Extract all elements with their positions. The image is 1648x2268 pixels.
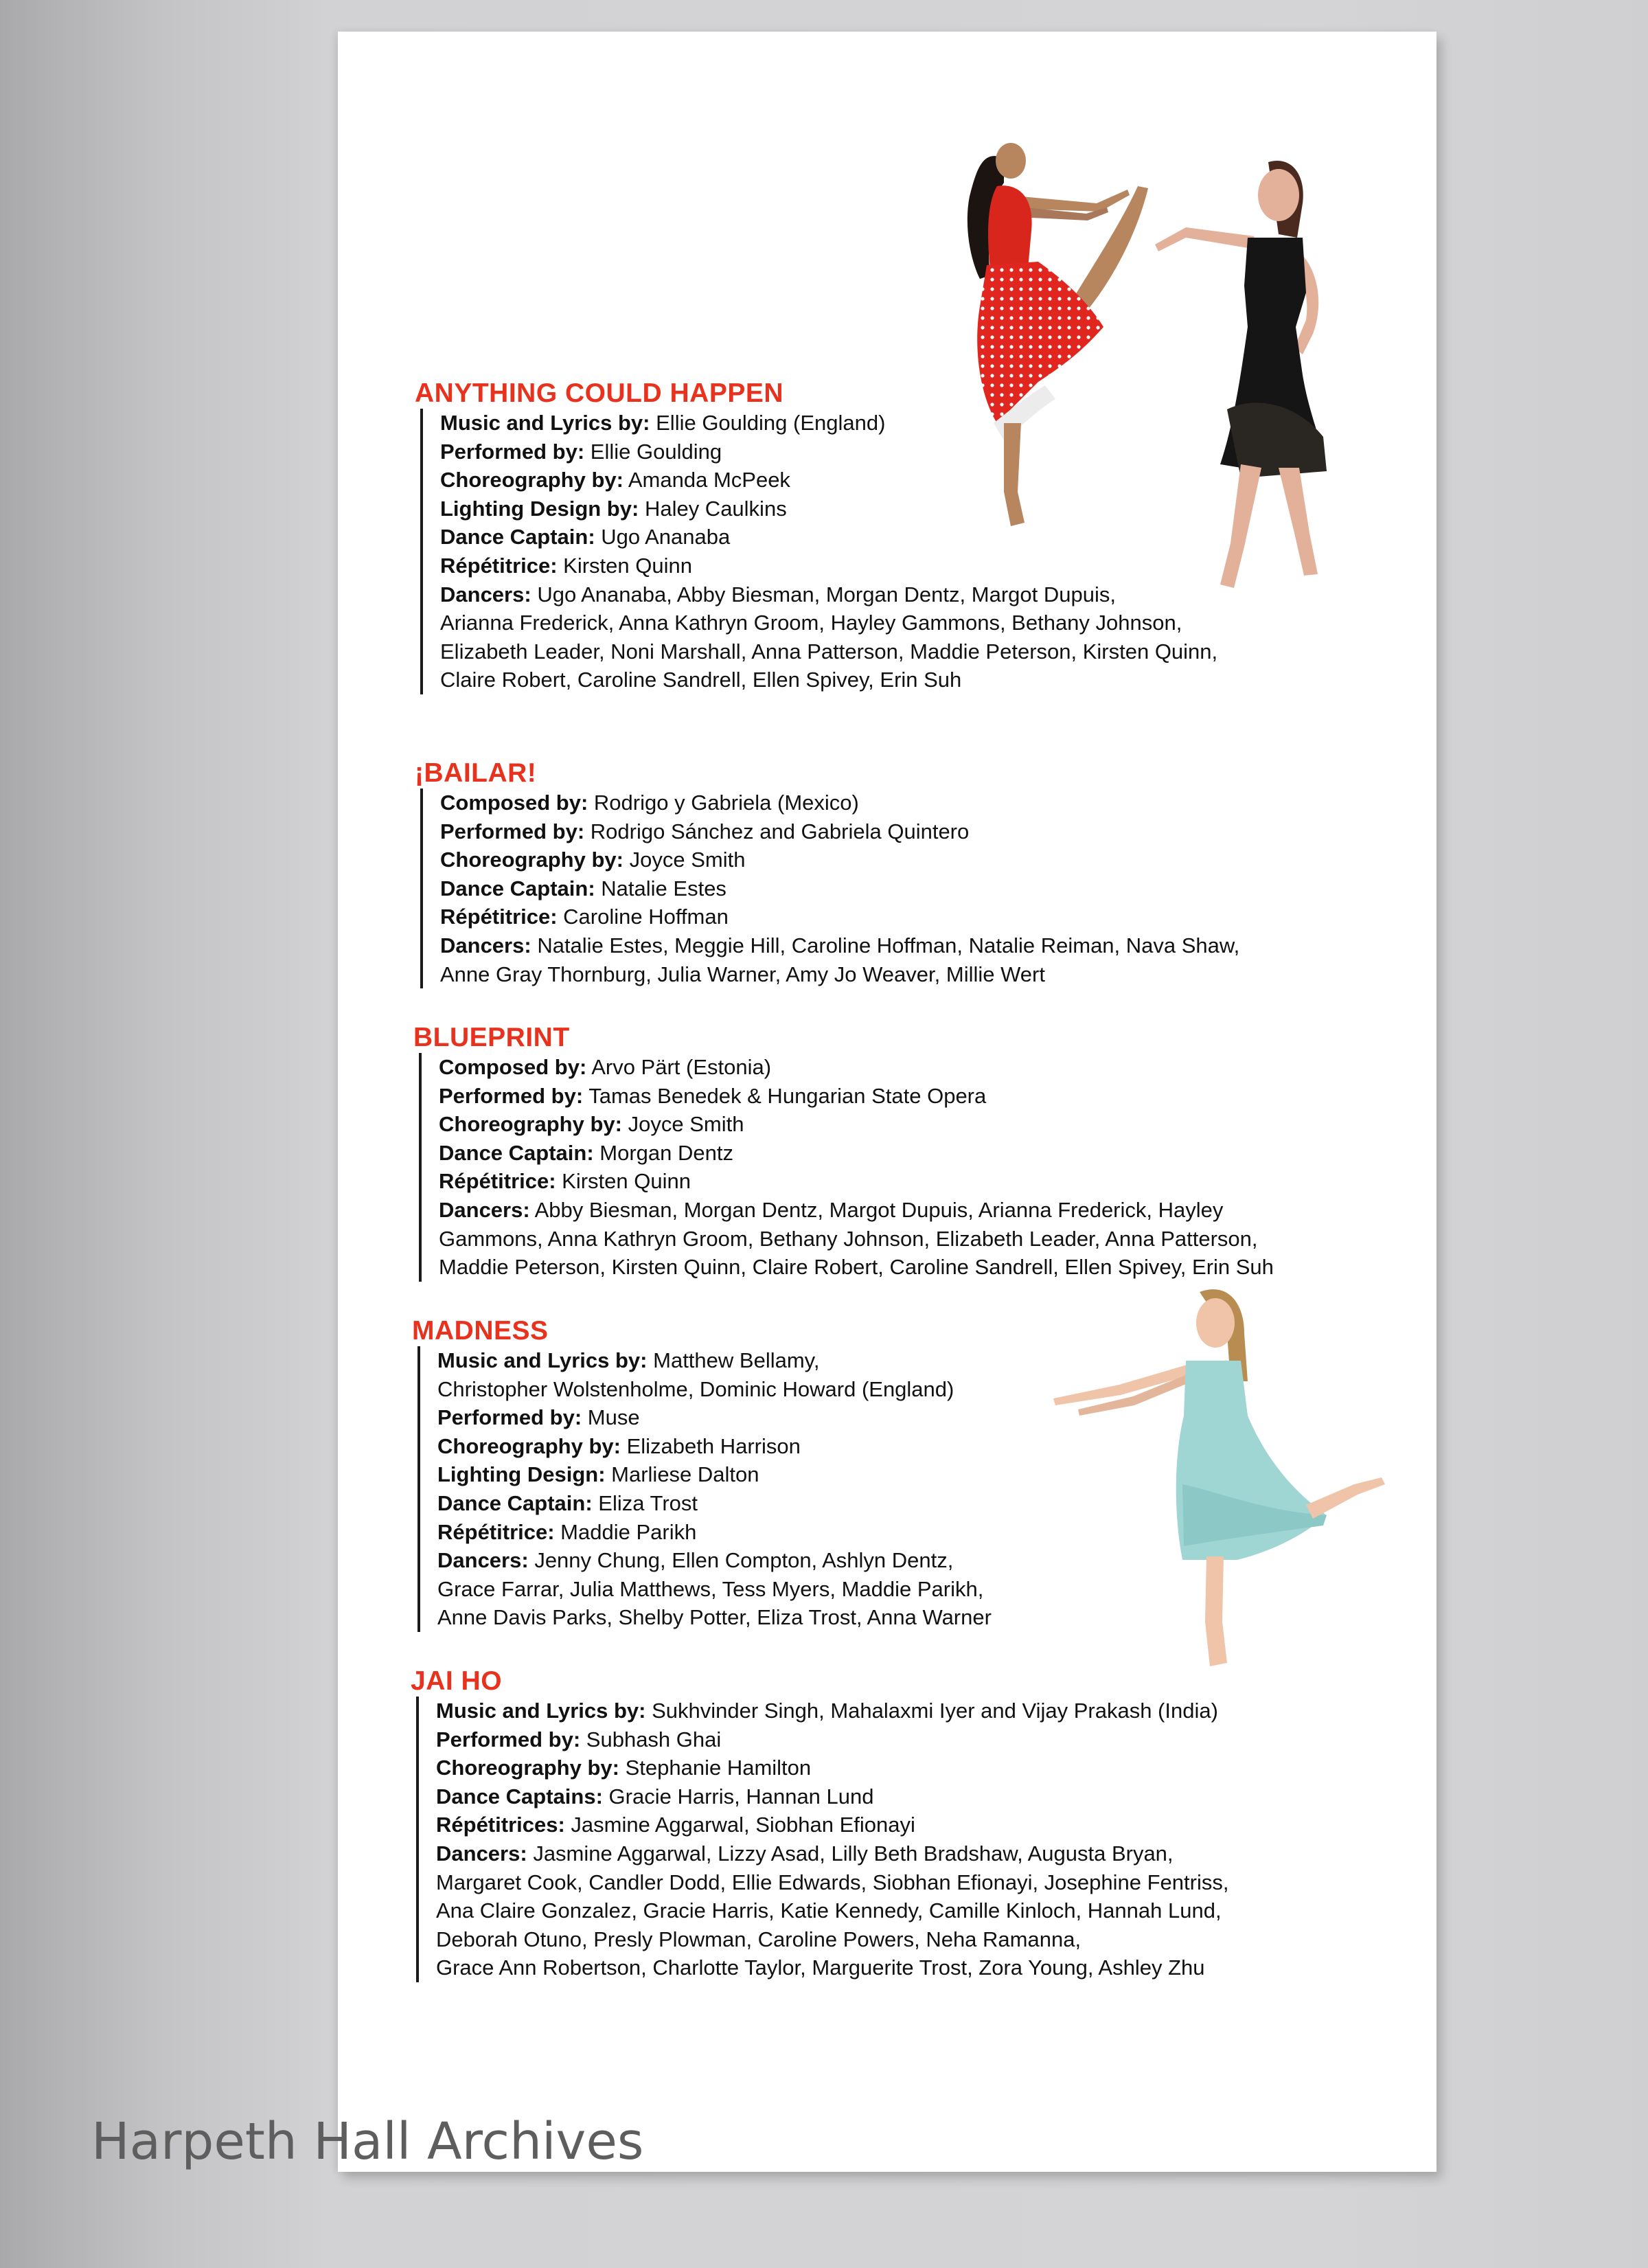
- program-page: [338, 32, 1437, 2172]
- section-title: ¡BAILAR!: [415, 758, 537, 788]
- credit-line: Composed by: Arvo Pärt (Estonia): [439, 1055, 772, 1079]
- section-madness: [412, 1316, 992, 1632]
- credit-line: Performed by: Subhash Ghai: [436, 1727, 722, 1751]
- credit-line: Music and Lyrics by: Ellie Goulding (England): [440, 411, 886, 435]
- credit-line: Maddie Peterson, Kirsten Quinn, Claire Robert, Caroline Sandrell, Ellen Spivey, Erin Suh: [439, 1255, 1274, 1280]
- credit-line: Dance Captains: Gracie Harris, Hannan Lund: [436, 1784, 874, 1808]
- credit-line: Margaret Cook, Candler Dodd, Ellie Edwards, Siobhan Efionayi, Josephine Fentriss,: [436, 1870, 1229, 1894]
- credit-line: Ana Claire Gonzalez, Gracie Harris, Katie Kennedy, Camille Kinloch, Hannah Lund,: [436, 1898, 1222, 1923]
- credit-line: Grace Ann Robertson, Charlotte Taylor, Marguerite Trost, Zora Young, Ashley Zhu: [436, 1955, 1205, 1980]
- credit-line: Dancers: Jasmine Aggarwal, Lizzy Asad, Lilly Beth Bradshaw, Augusta Bryan,: [436, 1841, 1174, 1866]
- credit-line: Répétitrice: Caroline Hoffman: [440, 905, 729, 929]
- credit-line: Dancers: Natalie Estes, Meggie Hill, Caroline Hoffman, Natalie Reiman, Nava Shaw,: [440, 933, 1240, 957]
- credit-line: Performed by: Ellie Goulding: [440, 439, 722, 464]
- section-jai-ho: [411, 1666, 1228, 1982]
- credit-line: Lighting Design by: Haley Caulkins: [440, 496, 787, 521]
- credit-line: Choreography by: Stephanie Hamilton: [436, 1756, 812, 1780]
- credit-line: Dancers: Ugo Ananaba, Abby Biesman, Morgan Dentz, Margot Dupuis,: [440, 582, 1116, 606]
- credit-line: Arianna Frederick, Anna Kathryn Groom, Hayley Gammons, Bethany Johnson,: [440, 611, 1182, 635]
- dancer-photo-blue-dress: [1038, 1278, 1395, 1690]
- credit-line: Composed by: Rodrigo y Gabriela (Mexico): [440, 791, 859, 815]
- credit-line: Claire Robert, Caroline Sandrell, Ellen Spivey, Erin Suh: [440, 668, 962, 692]
- section-title: ANYTHING COULD HAPPEN: [415, 378, 784, 408]
- credit-line: Répétitrices: Jasmine Aggarwal, Siobhan Efionayi: [436, 1813, 915, 1837]
- credit-line: Gammons, Anna Kathryn Groom, Bethany Johnson, Elizabeth Leader, Anna Patterson,: [439, 1226, 1258, 1251]
- credits-block: [420, 789, 1239, 988]
- credit-line: Répétitrice: Kirsten Quinn: [440, 553, 692, 578]
- credit-line: Dance Captain: Morgan Dentz: [439, 1140, 734, 1165]
- credit-line: Choreography by: Amanda McPeek: [440, 468, 790, 492]
- credit-line: Elizabeth Leader, Noni Marshall, Anna Patterson, Maddie Peterson, Kirsten Quinn,: [440, 639, 1218, 664]
- section-title: MADNESS: [412, 1316, 549, 1346]
- credit-line: Choreography by: Joyce Smith: [439, 1112, 744, 1137]
- credit-line: Deborah Otuno, Presly Plowman, Caroline Powers, Neha Ramanna,: [436, 1927, 1082, 1951]
- credit-line: Lighting Design: Marliese Dalton: [437, 1462, 759, 1487]
- credit-line: Dancers: Jenny Chung, Ellen Compton, Ashlyn Dentz,: [437, 1548, 954, 1573]
- credits-block: [420, 409, 1217, 694]
- credit-line: Dance Captain: Natalie Estes: [440, 876, 726, 900]
- archive-watermark: Harpeth Hall Archives: [91, 2112, 644, 2171]
- section-title: JAI HO: [411, 1666, 503, 1696]
- credit-line: Performed by: Muse: [437, 1405, 640, 1430]
- credit-line: Dance Captain: Ugo Ananaba: [440, 525, 731, 549]
- section-anything-could-happen: [415, 378, 1217, 694]
- credit-line: Performed by: Rodrigo Sánchez and Gabriela Quintero: [440, 819, 970, 843]
- credit-line: Music and Lyrics by: Matthew Bellamy,: [437, 1348, 820, 1372]
- credit-line: Répétitrice: Kirsten Quinn: [439, 1169, 691, 1194]
- credit-line: Choreography by: Joyce Smith: [440, 848, 746, 872]
- credit-line: Dance Captain: Eliza Trost: [437, 1490, 698, 1515]
- credit-line: Music and Lyrics by: Sukhvinder Singh, Mahalaxmi Iyer and Vijay Prakash (India): [436, 1699, 1218, 1723]
- credit-line: Grace Farrar, Julia Matthews, Tess Myers, Maddie Parikh,: [437, 1576, 984, 1601]
- section-blueprint: [413, 1023, 1274, 1282]
- credit-line: Dancers: Abby Biesman, Morgan Dentz, Margot Dupuis, Arianna Frederick, Hayley: [439, 1197, 1224, 1222]
- section-title: BLUEPRINT: [413, 1023, 570, 1052]
- credit-line: Christopher Wolstenholme, Dominic Howard (England): [437, 1376, 954, 1401]
- credit-line: Répétitrice: Maddie Parikh: [437, 1519, 697, 1544]
- credits-block: [416, 1697, 1228, 1982]
- credit-line: Anne Gray Thornburg, Julia Warner, Amy Jo Weaver, Millie Wert: [440, 962, 1045, 986]
- credits-block: [417, 1346, 992, 1632]
- credits-block: [419, 1053, 1274, 1282]
- credit-line: Performed by: Tamas Benedek & Hungarian State Opera: [439, 1083, 987, 1108]
- section-bailar: [415, 758, 1239, 988]
- credit-line: Choreography by: Elizabeth Harrison: [437, 1433, 801, 1458]
- credit-line: Anne Davis Parks, Shelby Potter, Eliza Trost, Anna Warner: [437, 1605, 992, 1630]
